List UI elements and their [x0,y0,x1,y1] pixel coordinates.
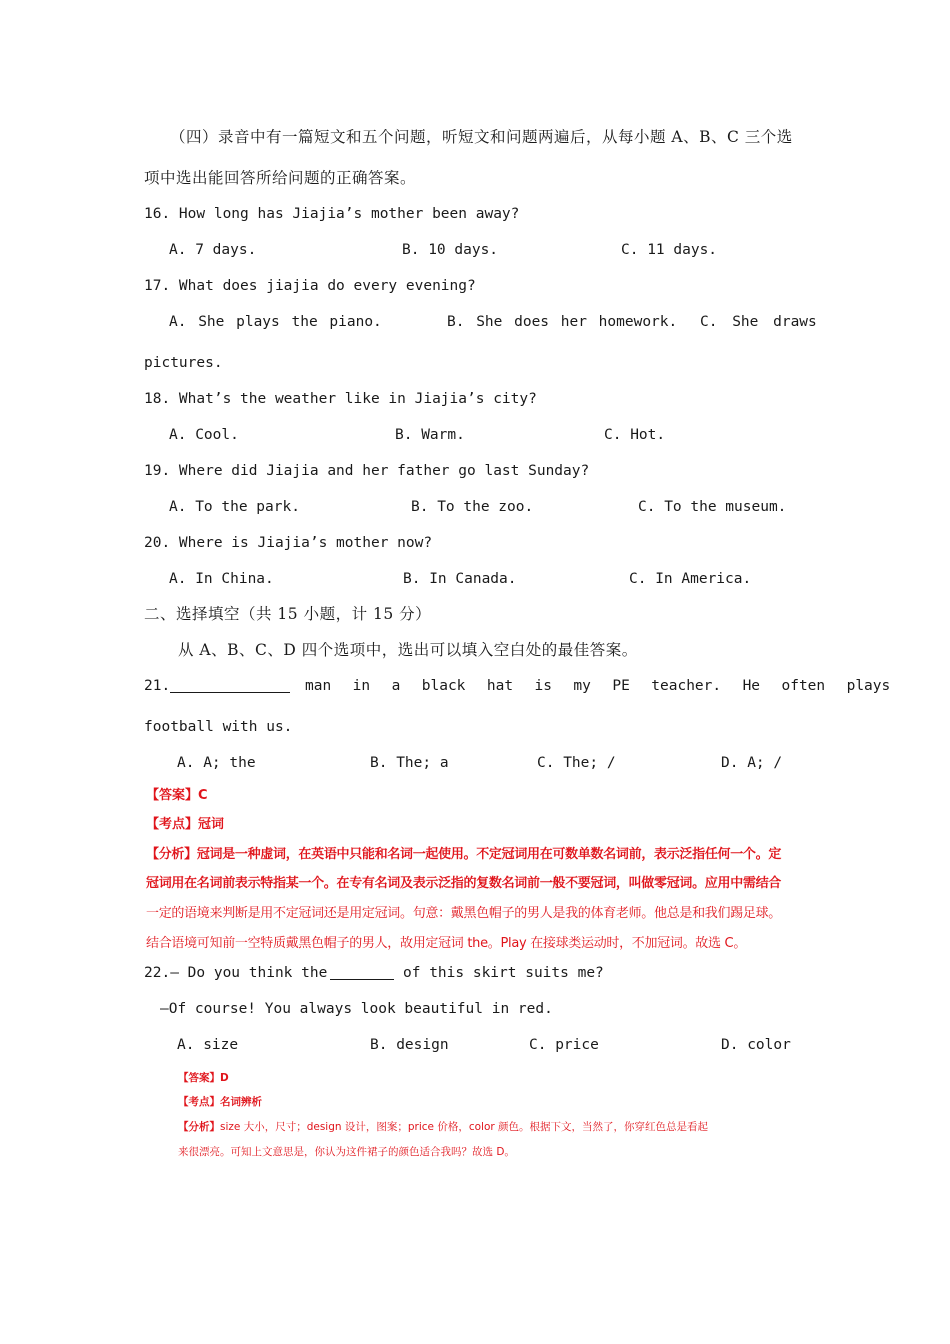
q22-option-d: D. color [721,1037,791,1053]
question-21-text: man in a black hat is my PE teacher. He often plays [305,678,891,694]
part2-instruction: 从 A、B、C、D 四个选项中，选出可以填入空白处的最佳答案。 [178,641,638,659]
q21-analysis-line3: 一定的语境来判断是用不定冠词还是用定冠词。句意：戴黑色帽子的男人是我的体育老师。他总是和我们踢足球。 [146,906,782,921]
section4-instruction-line1: （四）录音中有一篇短文和五个问题，听短文和问题两遍后，从每小题 A、B、C 三个选 [170,128,793,146]
q18-option-a: A. Cool. [169,427,239,443]
q16-option-b: B. 10 days. [402,242,499,258]
q19-option-b: B. To the zoo. [411,499,534,515]
q20-option-c: C. In America. [629,571,752,587]
analysis-tag: 【分析】 [146,847,197,862]
q20-option-b: B. In Canada. [403,571,517,587]
q17-option-c: C. She draws [700,314,817,330]
analysis-text: size 大小，尺寸；design 设计，图案；price 价格，color 颜色。根据下文，当然了，你穿红色总是看起 [220,1121,709,1133]
q21-answer [146,786,208,806]
q21-option-d: D. A; / [721,755,783,771]
answer-value: C [198,788,208,803]
question-19: 19. Where did Jiajia and her father go last Sunday? [144,463,590,479]
q22-point [178,1092,262,1112]
q19-option-c: C. To the museum. [638,499,787,515]
q18-option-b: B. Warm. [395,427,465,443]
q22-blank [330,965,394,980]
question-22-post: of this skirt suits me? [403,965,604,981]
q22-analysis-line1 [178,1117,708,1137]
q21-point [146,815,224,835]
answer-tag: 【答案】 [146,788,199,803]
part2-title: 二、选择填空（共 15 小题，计 15 分） [144,605,432,623]
q22-option-b: B. design [370,1037,449,1053]
q18-option-c: C. Hot. [604,427,666,443]
q19-option-a: A. To the park. [169,499,300,515]
q17-option-a: A. She plays the piano. [169,314,382,330]
analysis-text: 冠词是一种虚词，在英语中只能和名词一起使用。不定冠词用在可数单数名词前，表示泛指任何一个。定 [196,847,782,862]
q17-option-b: B. She does her homework. [447,314,678,330]
q22-option-c: C. price [529,1037,599,1053]
q16-option-c: C. 11 days. [621,242,718,258]
q16-option-a: A. 7 days. [169,242,257,258]
q22-answer [178,1068,229,1088]
q20-option-a: A. In China. [169,571,274,587]
question-17: 17. What does jiajia do every evening? [144,278,476,294]
q21-option-c: C. The; / [537,755,616,771]
question-20: 20. Where is Jiajia’s mother now? [144,535,433,551]
question-18: 18. What’s the weather like in Jiajia’s city? [144,391,537,407]
q22-analysis-line2: 来很漂亮。可知上文意思是，你认为这件裙子的颜色适合我吗？故选 D。 [178,1146,515,1158]
point-value: 冠词 [198,817,225,832]
section4-instruction-line2: 项中选出能回答所给问题的正确答案。 [144,169,417,187]
q21-option-a: A. A; the [177,755,256,771]
q17-option-c-continued: pictures. [144,355,223,371]
q21-analysis-line2: 冠词用在名词前表示特指某一个。在专有名词及表示泛指的复数名词前一般不要冠词，叫做零冠词。应用中需结合 [146,876,782,891]
question-21-number: 21. [144,678,171,694]
q21-blank [170,678,290,693]
question-21-continued: football with us. [144,719,293,735]
q21-option-b: B. The; a [370,755,449,771]
answer-tag: 【答案】 [178,1072,220,1084]
answer-value: D [220,1072,229,1084]
point-value: 名词辨析 [220,1096,262,1108]
q22-option-a: A. size [177,1037,239,1053]
point-tag: 【考点】 [146,817,199,832]
question-22-pre: 22.— Do you think the [144,965,328,981]
analysis-tag: 【分析】 [178,1121,220,1133]
q22-reply: —Of course! You always look beautiful in red. [160,1001,553,1017]
q21-analysis-line1 [146,845,781,865]
question-16: 16. How long has Jiajia’s mother been away? [144,206,520,222]
q21-analysis-line4: 结合语境可知前一空特质戴黑色帽子的男人，故用定冠词 the。Play 在接球类运动时，不加冠词。故选 C。 [146,936,747,951]
point-tag: 【考点】 [178,1096,220,1108]
